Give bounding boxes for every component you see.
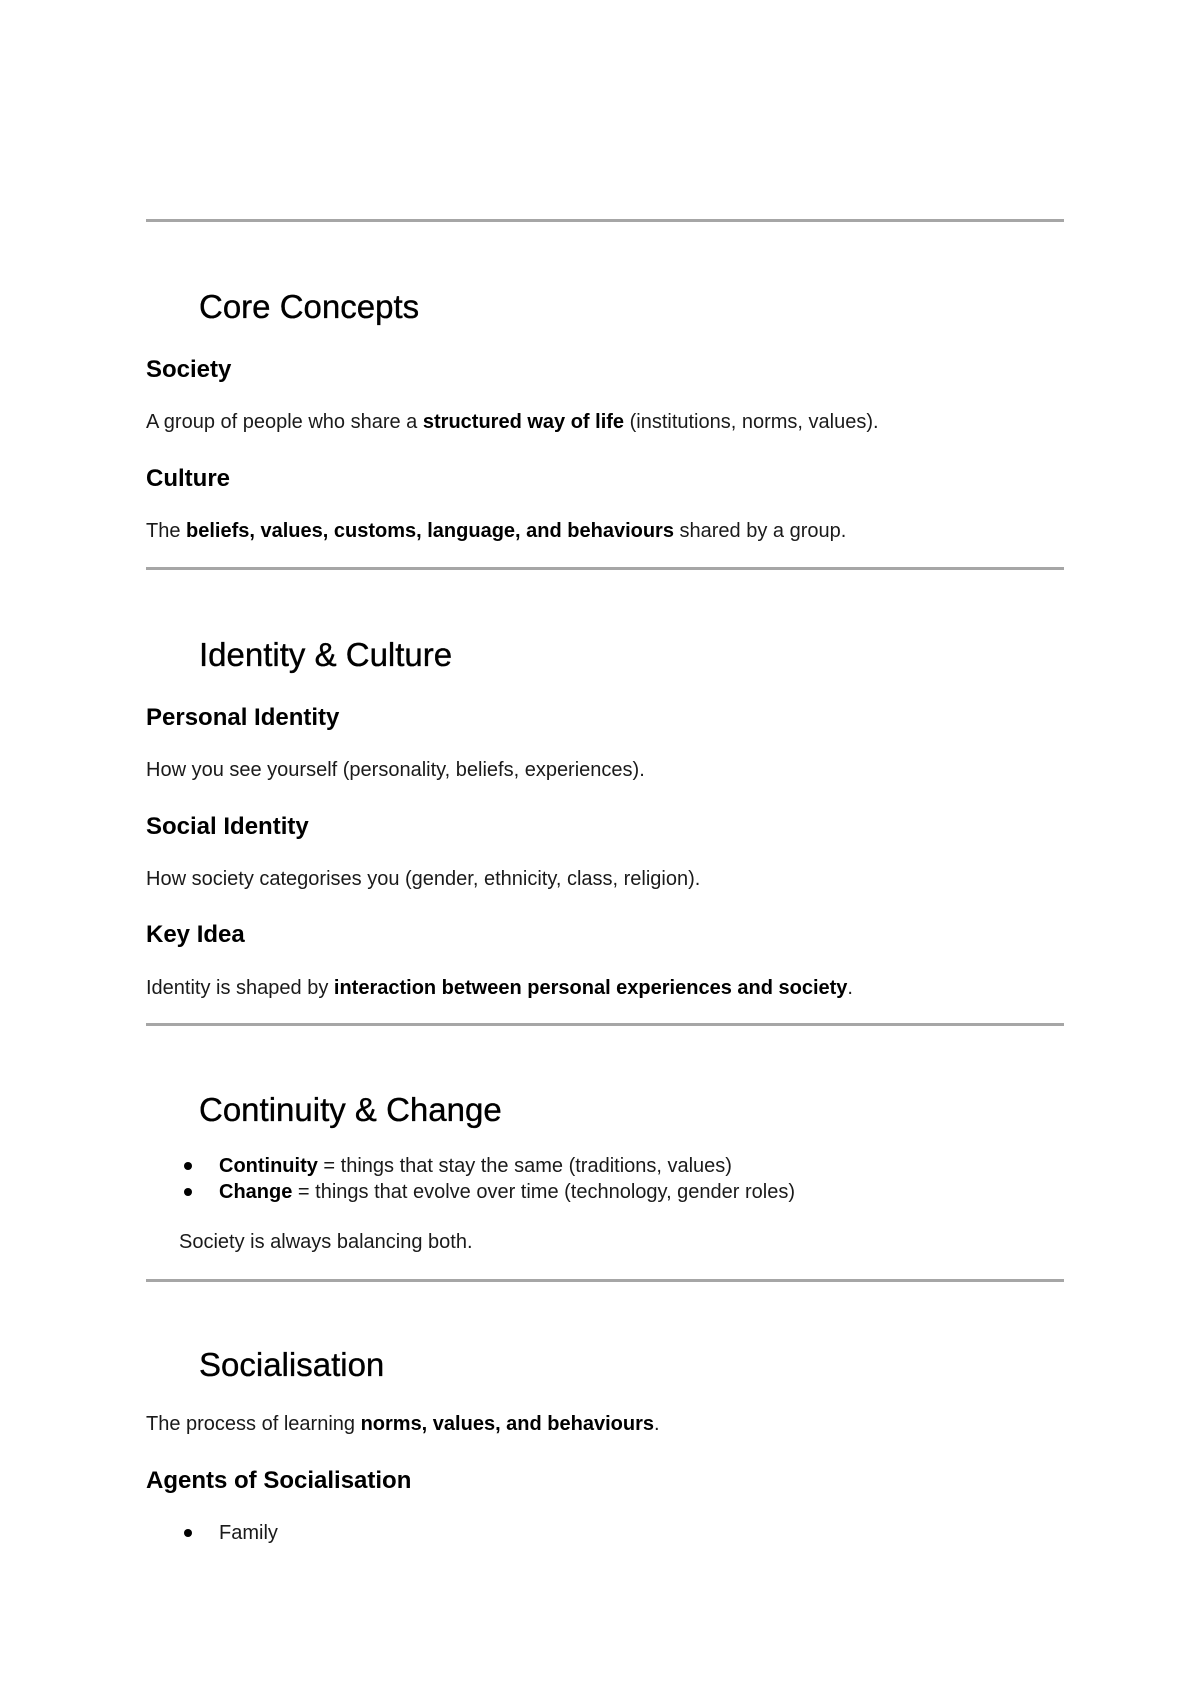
subheading-agents-of-socialisation: Agents of Socialisation: [146, 1467, 412, 1494]
socialisation-definition-text: The process of learning: [146, 1413, 361, 1435]
list-item-change: [219, 1179, 795, 1205]
bullet-icon: [184, 1188, 192, 1196]
list-item-term: Continuity: [219, 1155, 318, 1177]
bullet-icon: [184, 1162, 192, 1170]
culture-definition-tail: shared by a group.: [673, 520, 847, 542]
list-item-text: = things that evolve over time (technology, gender roles): [292, 1181, 796, 1203]
list-item-continuity: [219, 1153, 732, 1179]
subheading-social-identity: Social Identity: [146, 813, 309, 840]
socialisation-definition: [146, 1411, 660, 1437]
society-definition: [146, 409, 879, 435]
socialisation-definition-tail: .: [654, 1413, 660, 1435]
subheading-culture: Culture: [146, 465, 230, 492]
list-item-family: Family: [219, 1522, 278, 1544]
key-idea-text-start: Identity is shaped by: [146, 977, 334, 999]
section-heading-identity-culture: Identity & Culture: [199, 636, 453, 673]
culture-definition-text: The: [146, 520, 187, 542]
section-heading-socialisation: Socialisation: [199, 1346, 385, 1383]
section-heading-core-concepts: Core Concepts: [199, 288, 420, 325]
subheading-personal-identity: Personal Identity: [146, 704, 340, 731]
socialisation-definition-bold: norms, values, and behaviours: [360, 1413, 654, 1435]
culture-definition-bold: beliefs, values, customs, language, and behaviours: [186, 520, 674, 542]
key-idea-text-end: .: [847, 977, 853, 999]
society-definition-text: A group of people who share a: [146, 411, 423, 433]
subheading-society: Society: [146, 356, 232, 383]
society-definition-tail: (institutions, norms, values).: [624, 411, 879, 433]
list-item-text: = things that stay the same (traditions, values): [317, 1155, 732, 1177]
section-divider: [146, 1279, 1064, 1282]
society-definition-bold: structured way of life: [422, 411, 625, 433]
social-identity-definition: How society categorises you (gender, ethnicity, class, religion).: [146, 868, 701, 890]
list-item-term: Change: [219, 1181, 293, 1203]
key-idea-text-bold: interaction between personal experiences and society: [333, 977, 848, 999]
personal-identity-definition: How you see yourself (personality, beliefs, experiences).: [146, 759, 645, 781]
section-heading-continuity-change: Continuity & Change: [199, 1091, 502, 1128]
culture-definition: [146, 518, 846, 544]
continuity-note: Society is always balancing both.: [179, 1231, 473, 1253]
section-divider: [146, 1023, 1064, 1026]
key-idea-text: [146, 975, 853, 1001]
subheading-key-idea: Key Idea: [146, 921, 245, 948]
section-divider: [146, 219, 1064, 222]
section-divider: [146, 567, 1064, 570]
bullet-icon: [184, 1529, 192, 1537]
